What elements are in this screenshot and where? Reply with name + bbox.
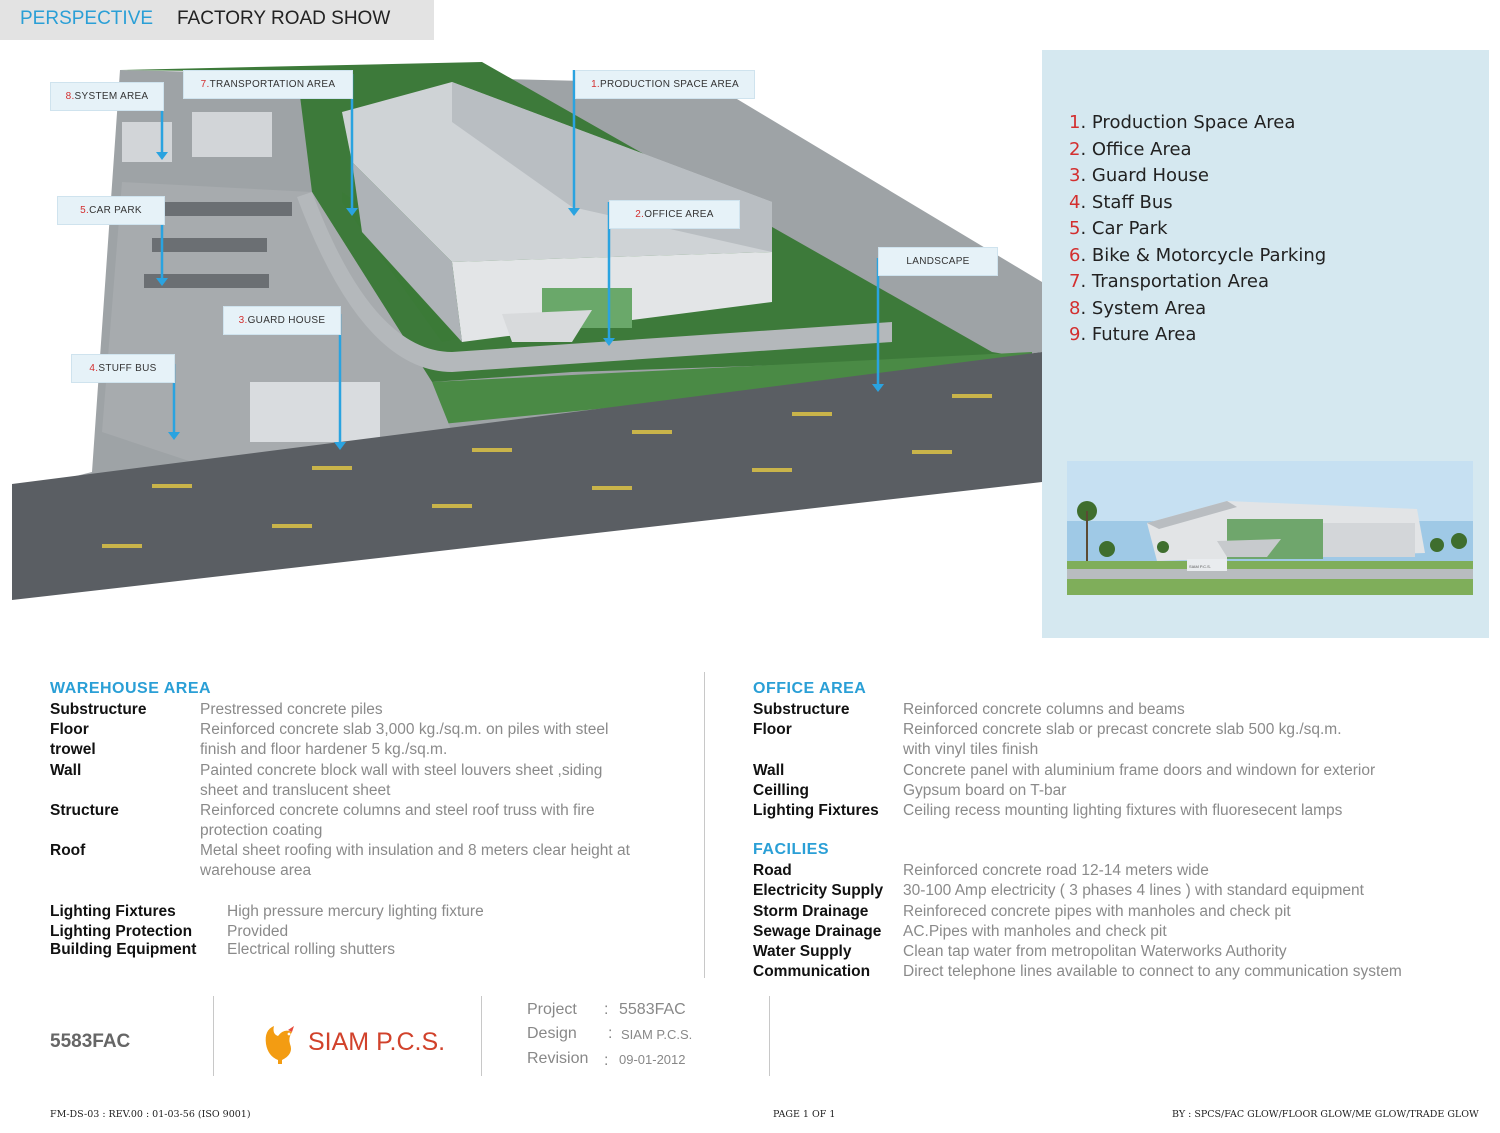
callout-system-area: 8. SYSTEM AREA — [50, 82, 164, 111]
spec-label: Floor — [50, 721, 89, 738]
header-title: FACTORY ROAD SHOW — [177, 8, 391, 29]
page-header — [0, 0, 434, 40]
legend-item: 8. System Area — [1069, 297, 1207, 319]
office-section-title: OFFICE AREA — [753, 680, 867, 697]
spec-value: Reinforced concrete slab or precast concrete slab 500 kg./sq.m. — [903, 721, 1342, 738]
spec-value: Provided — [227, 923, 289, 940]
spec-label: Floor — [753, 721, 792, 738]
design-value: SIAM P.C.S. — [621, 1027, 693, 1042]
spec-value: High pressure mercury lighting fixture — [227, 903, 484, 920]
spec-value: 30-100 Amp electricity ( 3 phases 4 lines ) with standard equipment — [903, 882, 1364, 899]
callout-office-area: 2. OFFICE AREA — [609, 200, 740, 229]
legend-item: 3. Guard House — [1069, 165, 1209, 186]
legend-item: 2. Office Area — [1069, 138, 1192, 160]
revision-label: Revision — [527, 1050, 589, 1067]
spec-value: Gypsum board on T-bar — [903, 782, 1067, 799]
spec-value: Reinforced concrete columns and beams — [903, 701, 1185, 718]
callout-guard-house: 3. GUARD HOUSE — [223, 306, 341, 335]
colon: : — [604, 1052, 609, 1069]
legend-item: 5. Car Park — [1069, 218, 1168, 239]
footer-divider — [769, 996, 770, 1076]
spec-label: Communication — [753, 963, 871, 980]
column-divider — [704, 672, 705, 978]
spec-label: Structure — [50, 802, 119, 819]
callout-production-space-area: 1. PRODUCTION SPACE AREA — [575, 70, 755, 99]
spec-label: Wall — [50, 762, 82, 779]
spec-label: Substructure — [50, 701, 147, 718]
company-name: SIAM P.C.S. — [308, 1028, 446, 1056]
spec-label: Sewage Drainage — [753, 923, 882, 940]
spec-label: Lighting Protection — [50, 923, 193, 940]
colon: : — [608, 1025, 613, 1042]
spec-value: finish and floor hardener 5 kg./sq.m. — [200, 741, 448, 758]
spec-value: Prestressed concrete piles — [200, 701, 383, 718]
spec-label: Electricity Supply — [753, 882, 884, 899]
spec-value: warehouse area — [200, 862, 312, 879]
spec-label: Wall — [753, 762, 785, 779]
spec-label: Water Supply — [753, 943, 852, 960]
project-code: 5583FAC — [50, 1031, 131, 1052]
footer-divider — [481, 996, 482, 1076]
spec-label: Lighting Fixtures — [50, 903, 176, 920]
callout-stuff-bus: 4. STUFF BUS — [71, 354, 175, 383]
legend-item: 4. Staff Bus — [1069, 191, 1173, 213]
car-park-shelter — [162, 202, 292, 216]
legend-item: 9. Future Area — [1069, 324, 1197, 345]
spec-value: Reinforeced concrete pipes with manholes and check pit — [903, 903, 1291, 920]
header-prefix: PERSPECTIVE — [20, 8, 154, 29]
spec-label: trowel — [50, 741, 96, 758]
legend-item: 6. Bike & Motorcycle Parking — [1069, 244, 1327, 266]
colon: : — [604, 1001, 609, 1018]
spec-value: Concrete panel with aluminium frame doors and windown for exterior — [903, 762, 1376, 779]
legend-item: 1. Production Space Area — [1069, 112, 1296, 133]
spec-value: Direct telephone lines available to connect to any communication system — [903, 963, 1402, 980]
spec-value: Reinforced concrete columns and steel roof truss with fire — [200, 802, 595, 819]
car-park-shelter — [152, 238, 267, 252]
guard-house — [250, 382, 380, 442]
legend-item: 7. Transportation Area — [1069, 271, 1270, 292]
spec-label: Roof — [50, 842, 86, 859]
spec-value: AC.Pipes with manholes and check pit — [903, 923, 1167, 940]
spec-label: Road — [753, 862, 792, 879]
spec-value: Painted concrete block wall with steel louvers sheet ,siding — [200, 762, 603, 779]
spec-value: sheet and translucent sheet — [200, 782, 391, 799]
area-legend-list — [1069, 110, 1326, 349]
spec-value: protection coating — [200, 822, 323, 839]
page-indicator: PAGE 1 OF 1 — [773, 1109, 836, 1120]
company-logo — [258, 1020, 448, 1064]
spec-label: Lighting Fixtures — [753, 802, 879, 819]
spec-label: Ceilling — [753, 782, 809, 799]
photo-signage: SIAM P.C.S. — [1189, 564, 1211, 569]
prepared-by: BY : SPCS/FAC GLOW/FLOOR GLOW/ME GLOW/TRADE GLOW — [1172, 1109, 1479, 1120]
spec-label: Storm Drainage — [753, 903, 869, 920]
warehouse-section-title: WAREHOUSE AREA — [50, 680, 212, 697]
footer-divider — [213, 996, 214, 1076]
facilities-section-title: FACILIES — [753, 841, 830, 858]
callout-transportation-area: 7. TRANSPORTATION AREA — [183, 70, 353, 99]
spec-value: Ceiling recess mounting lighting fixtures with fluoresecent lamps — [903, 802, 1343, 819]
rooster-logo-icon — [258, 1020, 302, 1064]
spec-value: with vinyl tiles finish — [903, 741, 1039, 758]
spec-value: Electrical rolling shutters — [227, 941, 395, 958]
factory-aerial-render — [12, 52, 1042, 602]
spec-label: Building Equipment — [50, 941, 197, 958]
revision-value: 09-01-2012 — [619, 1052, 686, 1067]
spec-value: Reinforced concrete road 12-14 meters wide — [903, 862, 1209, 879]
transport-building — [192, 112, 272, 157]
spec-value: Metal sheet roofing with insulation and 8 meters clear height at — [200, 842, 630, 859]
form-number: FM-DS-03 : REV.00 : 01-03-56 (ISO 9001) — [50, 1109, 251, 1120]
callout-landscape: LANDSCAPE — [878, 247, 998, 276]
project-value: 5583FAC — [619, 1001, 686, 1018]
spec-value: Reinforced concrete slab 3,000 kg./sq.m. on piles with steel — [200, 721, 609, 738]
callout-car-park: 5. CAR PARK — [57, 196, 165, 225]
project-label: Project — [527, 1001, 577, 1018]
spec-value: Clean tap water from metropolitan Waterworks Authority — [903, 943, 1287, 960]
design-label: Design — [527, 1025, 577, 1042]
spec-label: Substructure — [753, 701, 850, 718]
factory-facade-photo — [1067, 461, 1473, 595]
